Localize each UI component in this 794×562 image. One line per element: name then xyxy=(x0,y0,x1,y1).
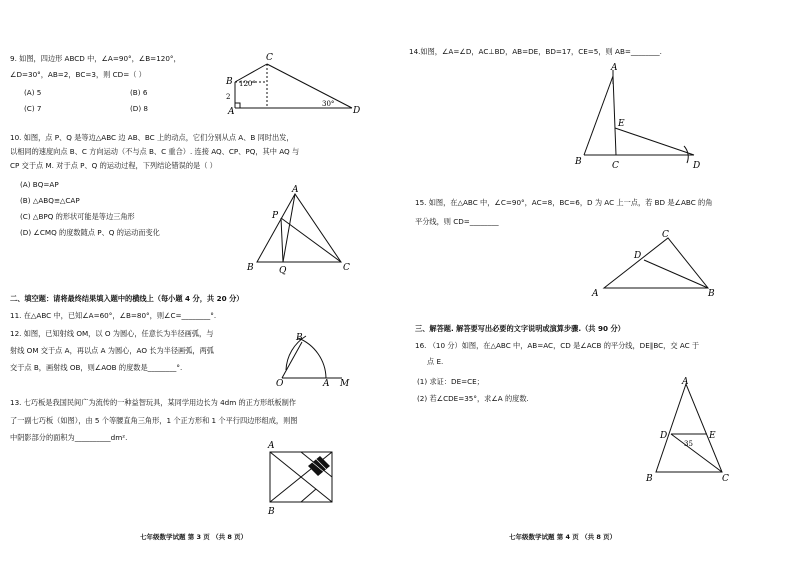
q9-option-d: (D) 8 xyxy=(130,104,149,113)
q15-bisector-bd xyxy=(644,260,708,288)
q9-label-a: A xyxy=(228,107,235,117)
q15-triangle-abc xyxy=(604,238,708,288)
q16-label-e: E xyxy=(709,431,716,441)
q14-segment-ab xyxy=(584,76,613,155)
q16-line2: 点 E. xyxy=(427,357,444,366)
right-page-footer: 七年级数学试题 第 4 页 （共 8 页） xyxy=(509,533,617,541)
q16-triangle-abc xyxy=(656,384,722,472)
q15-line1: 15. 如图，在△ABC 中，∠C=90°，AC=8，BC=6，D 为 AC 上一点，若 BD 是∠ABC 的角 xyxy=(415,198,713,207)
q11-text: 11. 在△ABC 中，已知∠A=60°，∠B=80°，则∠C=________°. xyxy=(10,311,217,320)
q9-option-b: (B) 6 xyxy=(130,88,148,97)
section-3-heading: 三、解答题. 解答要写出必要的文字说明或演算步骤.（共 90 分） xyxy=(415,324,625,333)
q13-tangram-figure xyxy=(262,438,342,518)
section-2-heading: 二、填空题：请将最终结果填入题中的横线上（每小题 4 分，共 20 分） xyxy=(10,294,244,303)
q16-part1: (1) 求证：DE=CE； xyxy=(417,377,484,386)
q14-figure xyxy=(569,60,719,170)
q10-label-q: Q xyxy=(279,266,287,276)
q12-line2: 射线 OM 交于点 A，再以点 A 为圆心，AO 长为半径画弧，两弧 xyxy=(10,346,214,355)
q10-figure xyxy=(245,186,355,276)
q14-label-d: D xyxy=(693,161,701,171)
q12-label-a: A xyxy=(323,379,330,389)
q12-label-b: B xyxy=(296,333,303,343)
q12-figure xyxy=(276,328,350,389)
q16-label-a: A xyxy=(682,377,689,387)
q9-option-a: (A) 5 xyxy=(24,88,42,97)
q15-line2: 平分线，则 CD=________ xyxy=(415,217,499,226)
q10-segment-cp xyxy=(281,218,341,262)
q13-line3: 中阴影部分的面积为__________dm². xyxy=(10,433,128,442)
q14-label-e: E xyxy=(618,119,625,129)
q16-angle-label: 35 xyxy=(684,440,693,448)
q10-option-c: (C) △BPQ 的形状可能是等边三角形 xyxy=(20,212,135,221)
q9-angle-b: 120° xyxy=(239,80,256,88)
q13-label-b: B xyxy=(268,507,275,517)
q14-segment-ac xyxy=(613,76,616,155)
q9-side-cd xyxy=(267,64,352,108)
q9-right-angle-mark xyxy=(235,103,240,108)
q9-label-b: B xyxy=(226,77,233,87)
q16-part2: (2) 若∠CDE=35°，求∠A 的度数. xyxy=(417,394,529,403)
q12-line1: 12. 如图，已知射线 OM，以 O 为圆心，任意长为半径画弧，与 xyxy=(10,329,214,338)
q16-line1: 16. （10 分）如图，在△ABC 中，AB=AC，CD 是∠ACB 的平分线，DE∥BC，交 AC 于 xyxy=(415,341,700,350)
q10-label-c: C xyxy=(343,263,350,273)
q12-line3: 交于点 B，画射线 OB，则∠AOB 的度数是________°. xyxy=(10,363,183,372)
q16-label-d: D xyxy=(660,431,668,441)
q16-figure xyxy=(644,376,744,486)
q15-label-b: B xyxy=(708,289,715,299)
q12-ray-ob xyxy=(282,342,302,378)
q9-option-c: (C) 7 xyxy=(24,104,42,113)
q12-label-o: O xyxy=(276,379,284,389)
q15-figure xyxy=(590,228,720,308)
q10-line2: 以相同的速度向点 B、C 方向运动（不与点 B、C 重合）. 连接 AQ、CP、PQ，其中 AQ 与 xyxy=(10,147,300,156)
q9-length-ab: 2 xyxy=(226,93,231,101)
q14-segment-de xyxy=(615,128,694,155)
q10-label-p: P xyxy=(272,211,279,221)
q10-segment-pq xyxy=(281,218,283,262)
q10-label-a: A xyxy=(292,185,299,195)
q10-label-b: B xyxy=(247,263,254,273)
q9-angle-d: 30° xyxy=(322,100,335,108)
q10-line1: 10. 如图，点 P、Q 是等边△ABC 边 AB、BC 上的动点，它们分别从点 A、B 同时出发， xyxy=(10,133,294,142)
q15-label-a: A xyxy=(592,289,599,299)
q14-label-a: A xyxy=(611,63,618,73)
q16-label-c: C xyxy=(722,474,729,484)
q10-line3: CP 交于点 M. 对于点 P、Q 的运动过程，下列结论错误的是（ ） xyxy=(10,161,217,170)
q9-line1: 9. 如图，四边形 ABCD 中，∠A=90°，∠B=120°， xyxy=(10,54,181,63)
q14-line1: 14.如图，∠A=∠D，AC⊥BD，AB=DE，BD=17，CE=5，则 AB=________. xyxy=(409,47,662,56)
q13-label-a: A xyxy=(268,441,275,451)
q12-arc-o xyxy=(298,338,326,378)
q13-line2: 了一副七巧板（如图），由 5 个等腰直角三角形，1 个正方形和 1 个平行四边形组成，则图 xyxy=(10,416,298,425)
q16-label-b: B xyxy=(646,474,653,484)
left-page-footer: 七年级数学试题 第 3 页 （共 8 页） xyxy=(140,533,248,541)
right-page xyxy=(397,0,794,562)
q13-cut-2 xyxy=(301,489,316,502)
q10-option-a: (A) BQ=AP xyxy=(20,180,59,189)
q14-label-b: B xyxy=(575,157,582,167)
q9-label-c: C xyxy=(266,53,273,63)
q15-label-d: D xyxy=(634,251,642,261)
q14-label-c: C xyxy=(612,161,619,171)
q10-option-d: (D) ∠CMQ 的度数随点 P、Q 的运动而变化 xyxy=(20,228,160,237)
q9-line2: ∠D=30°，AB=2，BC=3，则 CD=（ ） xyxy=(10,70,146,79)
q10-triangle-abc xyxy=(257,194,341,262)
q10-option-b: (B) △ABQ≌△CAP xyxy=(20,196,80,205)
q9-figure xyxy=(222,50,362,120)
q13-line1: 13. 七巧板是我国民间广为流传的一种益智玩具，某同学用边长为 4dm 的正方形纸板制作 xyxy=(10,398,296,407)
q15-label-c: C xyxy=(662,230,669,240)
q9-label-d: D xyxy=(353,106,361,116)
q12-label-m: M xyxy=(340,379,350,389)
q13-cut-1 xyxy=(270,477,301,502)
